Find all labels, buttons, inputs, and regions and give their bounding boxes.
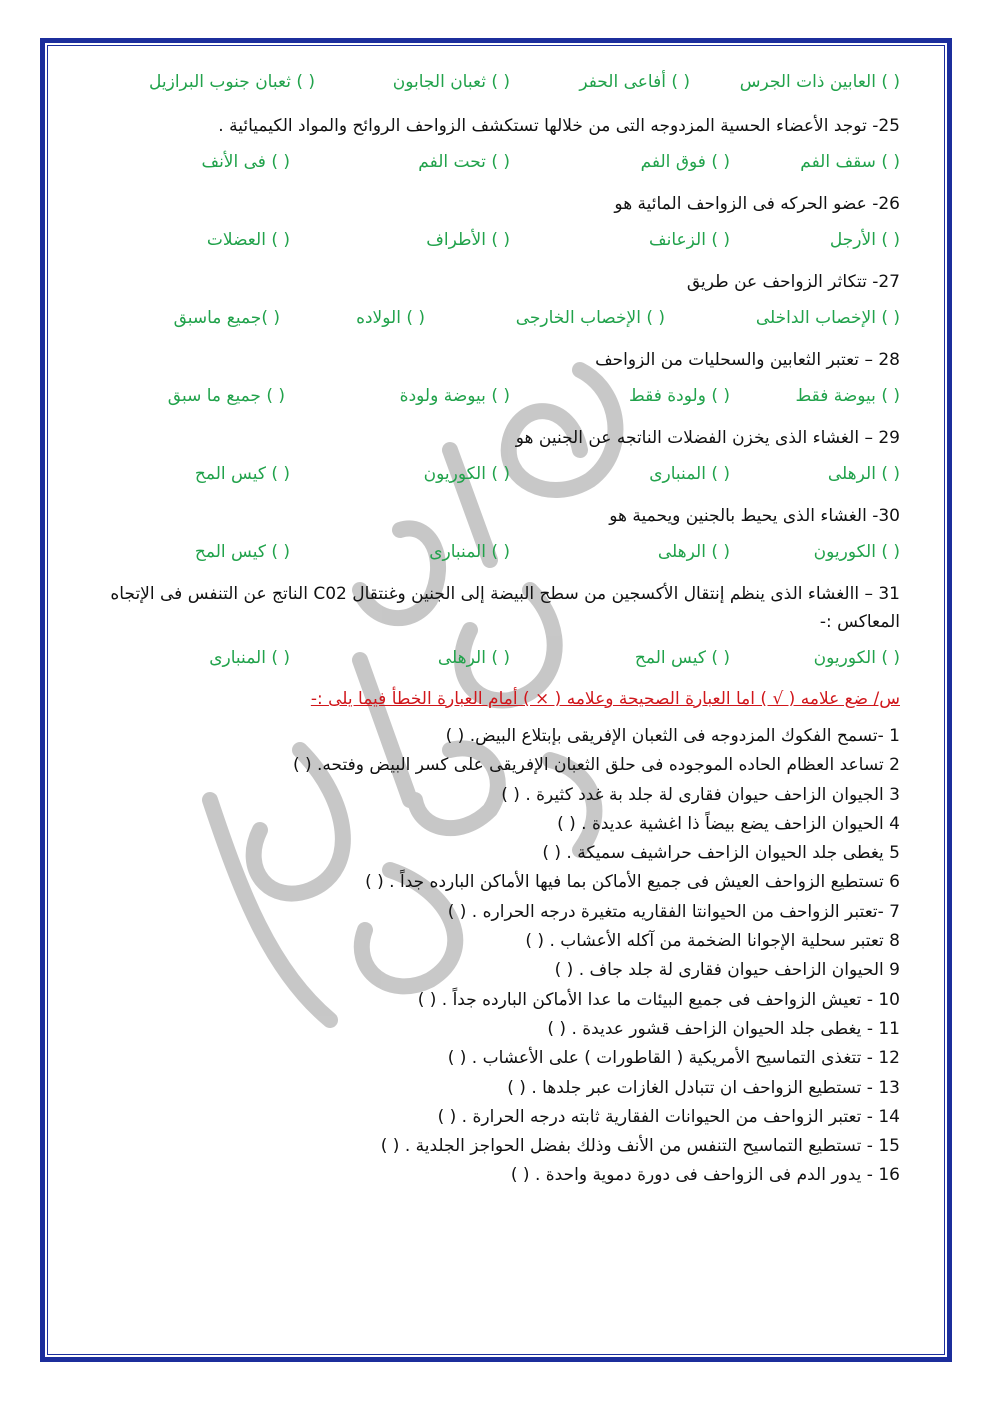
option[interactable]: ( ) الكوريون — [813, 648, 900, 668]
option[interactable]: ( ) كيس المح — [194, 542, 290, 562]
option[interactable]: ( ) فوق الفم — [640, 152, 730, 172]
option[interactable]: ( ) أفاعى الحفر — [579, 72, 690, 92]
option[interactable]: ( ) الإخصاب الداخلى — [755, 308, 900, 328]
option[interactable]: ( ) العابين ذات الجرس — [739, 72, 900, 92]
option[interactable]: ( ) فى الأنف — [201, 152, 290, 172]
option[interactable]: ( ) الأطراف — [426, 230, 510, 250]
option[interactable]: ( ) الأرجل — [829, 230, 900, 250]
option[interactable]: ( ) الولاده — [356, 308, 425, 328]
statement: 2 تساعد العظام الحاده الموجوده فى حلق الثعبان الإفريقى على كسر البيض وفتحه. ( ) — [292, 755, 900, 776]
option[interactable]: ( ) الإخصاب الخارجى — [515, 308, 665, 328]
options-27 — [60, 302, 900, 338]
options-25 — [60, 146, 900, 182]
option[interactable]: ( ) المنبارى — [649, 464, 730, 484]
option[interactable]: ( ) الرهلى — [657, 542, 730, 562]
statement: 13 - تستطيع الزواحف ان تتبادل الغازات عبر جلدها . ( ) — [507, 1077, 900, 1098]
option[interactable]: ( ) بيوضة ولودة — [399, 386, 510, 406]
options-28 — [60, 380, 900, 416]
option[interactable]: ( ) بيوضة فقط — [795, 386, 900, 406]
option[interactable]: ( ) ثعبان جنوب البرازيل — [149, 72, 315, 92]
option[interactable]: ( ) المنبارى — [209, 648, 290, 668]
statement: 16 - يدور الدم فى الزواحف فى دورة دموية واحدة . ( ) — [510, 1165, 900, 1186]
options-26 — [60, 224, 900, 260]
statement: 11 - يغطى جلد الحيوان الزاحف قشور عديدة . ( ) — [547, 1018, 900, 1039]
question-26: 26- عضو الحركه فى الزواحف المائية هو — [614, 194, 900, 214]
question-25: 25- توجد الأعضاء الحسية المزدوجه التى من خلالها تستكشف الزواحف الروائح والمواد الكيميائية . — [218, 116, 900, 136]
option[interactable]: ( )جميع ماسبق — [173, 308, 280, 328]
option[interactable]: ( ) الرهلى — [437, 648, 510, 668]
option[interactable]: ( ) الكوريون — [813, 542, 900, 562]
statement: 14 - تعتبر الزواحف من الحيوانات الفقارية ثابته درجه الحرارة . ( ) — [437, 1106, 900, 1127]
option[interactable]: ( ) جميع ما سبق — [167, 386, 285, 406]
option[interactable]: ( ) العضلات — [206, 230, 290, 250]
options-top — [60, 66, 900, 102]
option[interactable]: ( ) ولودة فقط — [629, 386, 730, 406]
statement: 8 تعتبر سحلية الإجوانا الضخمة من آكله الأعشاب . ( ) — [525, 931, 900, 952]
question-31: 31 – االغشاء الذى ينظم إنتقال الأكسجين من سطح البيضة إلى الجنين وغنتقال C02 الناتج عن التنفس فى الإتجاه المعاكس :- — [110, 584, 900, 632]
statement: 1 -تسمح الفكوك المزدوجه فى الثعبان الإفريقى بإبتلاع البيض. ( ) — [445, 726, 900, 746]
question-27: 27- تتكاثر الزواحف عن طريق — [686, 272, 900, 292]
option[interactable]: ( ) تحت الفم — [418, 152, 510, 172]
option[interactable]: ( ) المنبارى — [429, 542, 510, 562]
statement: 7 -تعتبر الزواحف من الحيوانتا الفقاريه متغيرة درجه الحراره . ( ) — [447, 901, 900, 922]
option[interactable]: ( ) كيس المح — [194, 464, 290, 484]
question-30: 30- الغشاء الذى يحيط بالجنين ويحمية هو — [609, 506, 900, 526]
statement: 15 - تستطيع التماسيح التنفس من الأنف وذلك بفضل الحواجز الجلدية . ( ) — [380, 1136, 900, 1157]
statement: 4 الحيوان الزاحف يضع بيضاً ذا اغشية عديدة . ( ) — [557, 813, 900, 834]
option[interactable]: ( ) الرهلى — [827, 464, 900, 484]
options-29 — [60, 458, 900, 494]
worksheet-content — [60, 62, 900, 1191]
statement: 12 - تتغذى التماسيح الأمريكية ( القاطورات ) على الأعشاب . ( ) — [447, 1048, 900, 1069]
option[interactable]: ( ) ثعبان الجابون — [392, 72, 510, 92]
statement: 9 الحيوان الزاحف حيوان فقارى لة جلد جاف . ( ) — [554, 960, 900, 981]
statements-list — [60, 722, 900, 1191]
option[interactable]: ( ) الكوريون — [423, 464, 510, 484]
option[interactable]: ( ) كيس المح — [634, 648, 730, 668]
true-false-instruction: س/ ضع علامه ( √ ) اما العبارة الصحيحة وعلامه ( × ) أمام العبارة الخطأ فيما يلى :- — [310, 689, 900, 709]
statement: 5 يغطى جلد الحيوان الزاحف حراشيف سميكة . ( ) — [542, 843, 900, 864]
statement: 10 - تعيش الزواحف فى جميع البيئات ما عدا الأماكن البارده جداً . ( ) — [417, 989, 900, 1010]
options-31 — [60, 642, 900, 678]
option[interactable]: ( ) سقف الفم — [800, 152, 900, 172]
question-29: 29 – الغشاء الذى يخزن الفضلات الناتجه عن الجنين هو — [515, 428, 900, 448]
question-28: 28 – تعتبر الثعابين والسحليات من الزواحف — [595, 350, 900, 370]
options-30 — [60, 536, 900, 572]
option[interactable]: ( ) الزعانف — [648, 230, 730, 250]
statement: 3 الجيوان الزاحف حيوان فقارى لة جلد بة غدد كثيرة . ( ) — [501, 784, 900, 805]
statement: 6 تستطيع الزواحف العيش فى جميع الأماكن بما فيها الأماكن البارده جداً . ( ) — [365, 872, 900, 893]
